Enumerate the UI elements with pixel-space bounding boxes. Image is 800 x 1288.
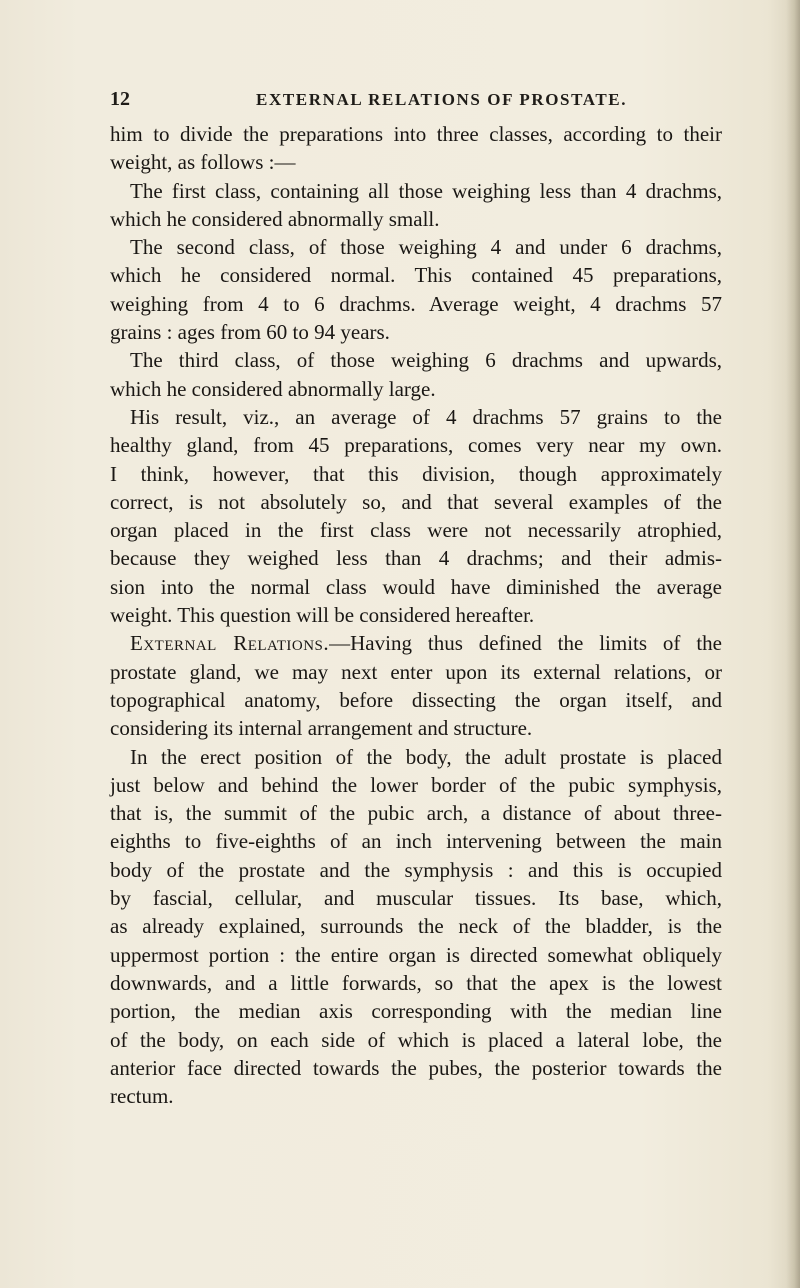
page-number: 12 — [110, 88, 130, 110]
text-line: I think, however, that this division, though approximately — [110, 461, 722, 486]
text-line: correct, is not absolutely so, and that several examples of the — [110, 489, 722, 514]
text-line: healthy gland, from 45 preparations, comes very near my own. — [110, 433, 722, 458]
text-line: as already explained, surrounds the neck of the bladder, is the — [110, 914, 722, 939]
text-line: topographical anatomy, before dissecting the organ itself, and — [110, 687, 722, 712]
section-heading: External Relations. — [130, 631, 330, 656]
paragraph — [110, 120, 722, 1110]
text-line: considering its internal arrangement and structure. — [110, 716, 533, 741]
text-line: weight. This question will be considered hereafter. — [110, 603, 535, 628]
text-line: anterior face directed towards the pubes, the posterior towards the — [110, 1055, 722, 1080]
text-line: which he considered abnormally large. — [110, 376, 436, 401]
text-line: him to divide the preparations into three classes, according to their — [110, 122, 722, 146]
text-line: The second class, of those weighing 4 and under 6 drachms, — [130, 235, 722, 260]
running-head — [110, 86, 722, 112]
text-line: The first class, containing all those weighing less than 4 drachms, — [130, 178, 722, 203]
text-line: just below and behind the lower border of the pubic symphysis, — [110, 772, 722, 797]
running-title: EXTERNAL RELATIONS OF PROSTATE. — [256, 90, 628, 109]
text-line: because they weighed less than 4 drachms; and their admis- — [110, 546, 722, 571]
text-line: grains : ages from 60 to 94 years. — [110, 320, 390, 345]
text-line: downwards, and a little forwards, so that the apex is the lowest — [110, 970, 722, 995]
text-line: by fascial, cellular, and muscular tissues. Its base, which, — [110, 886, 722, 911]
text-line: of the body, on each side of which is placed a lateral lobe, the — [110, 1027, 722, 1052]
text-line: organ placed in the first class were not necessarily atrophied, — [110, 518, 722, 543]
text-line: weighing from 4 to 6 drachms. Average weight, 4 drachms 57 — [110, 291, 722, 316]
text-line: sion into the normal class would have diminished the average — [110, 574, 722, 599]
text-line: which he considered normal. This contained 45 preparations, — [110, 263, 722, 288]
text-line: The third class, of those weighing 6 drachms and upwards, — [130, 348, 722, 373]
text-line: portion, the median axis corresponding with the median line — [110, 999, 722, 1024]
text-line: prostate gland, we may next enter upon its external relations, or — [110, 659, 722, 684]
text-line: that is, the summit of the pubic arch, a distance of about three- — [110, 801, 722, 826]
text-line: which he considered abnormally small. — [110, 206, 440, 231]
text-line: weight, as follows :— — [110, 150, 296, 175]
text-line: External Relations.—Having thus defined the limits of the — [130, 631, 722, 656]
page-edge-shadow — [786, 0, 800, 1288]
body-text — [110, 120, 722, 1110]
text-line: His result, viz., an average of 4 drachms 57 grains to the — [130, 404, 722, 429]
text-line: eighths to five-eighths of an inch intervening between the main — [110, 829, 722, 854]
text-line: In the erect position of the body, the adult prostate is placed — [130, 744, 722, 769]
text-line: uppermost portion : the entire organ is directed somewhat obliquely — [110, 942, 722, 967]
text-line: body of the prostate and the symphysis : and this is occupied — [110, 857, 722, 882]
text-line: rectum. — [110, 1084, 174, 1109]
